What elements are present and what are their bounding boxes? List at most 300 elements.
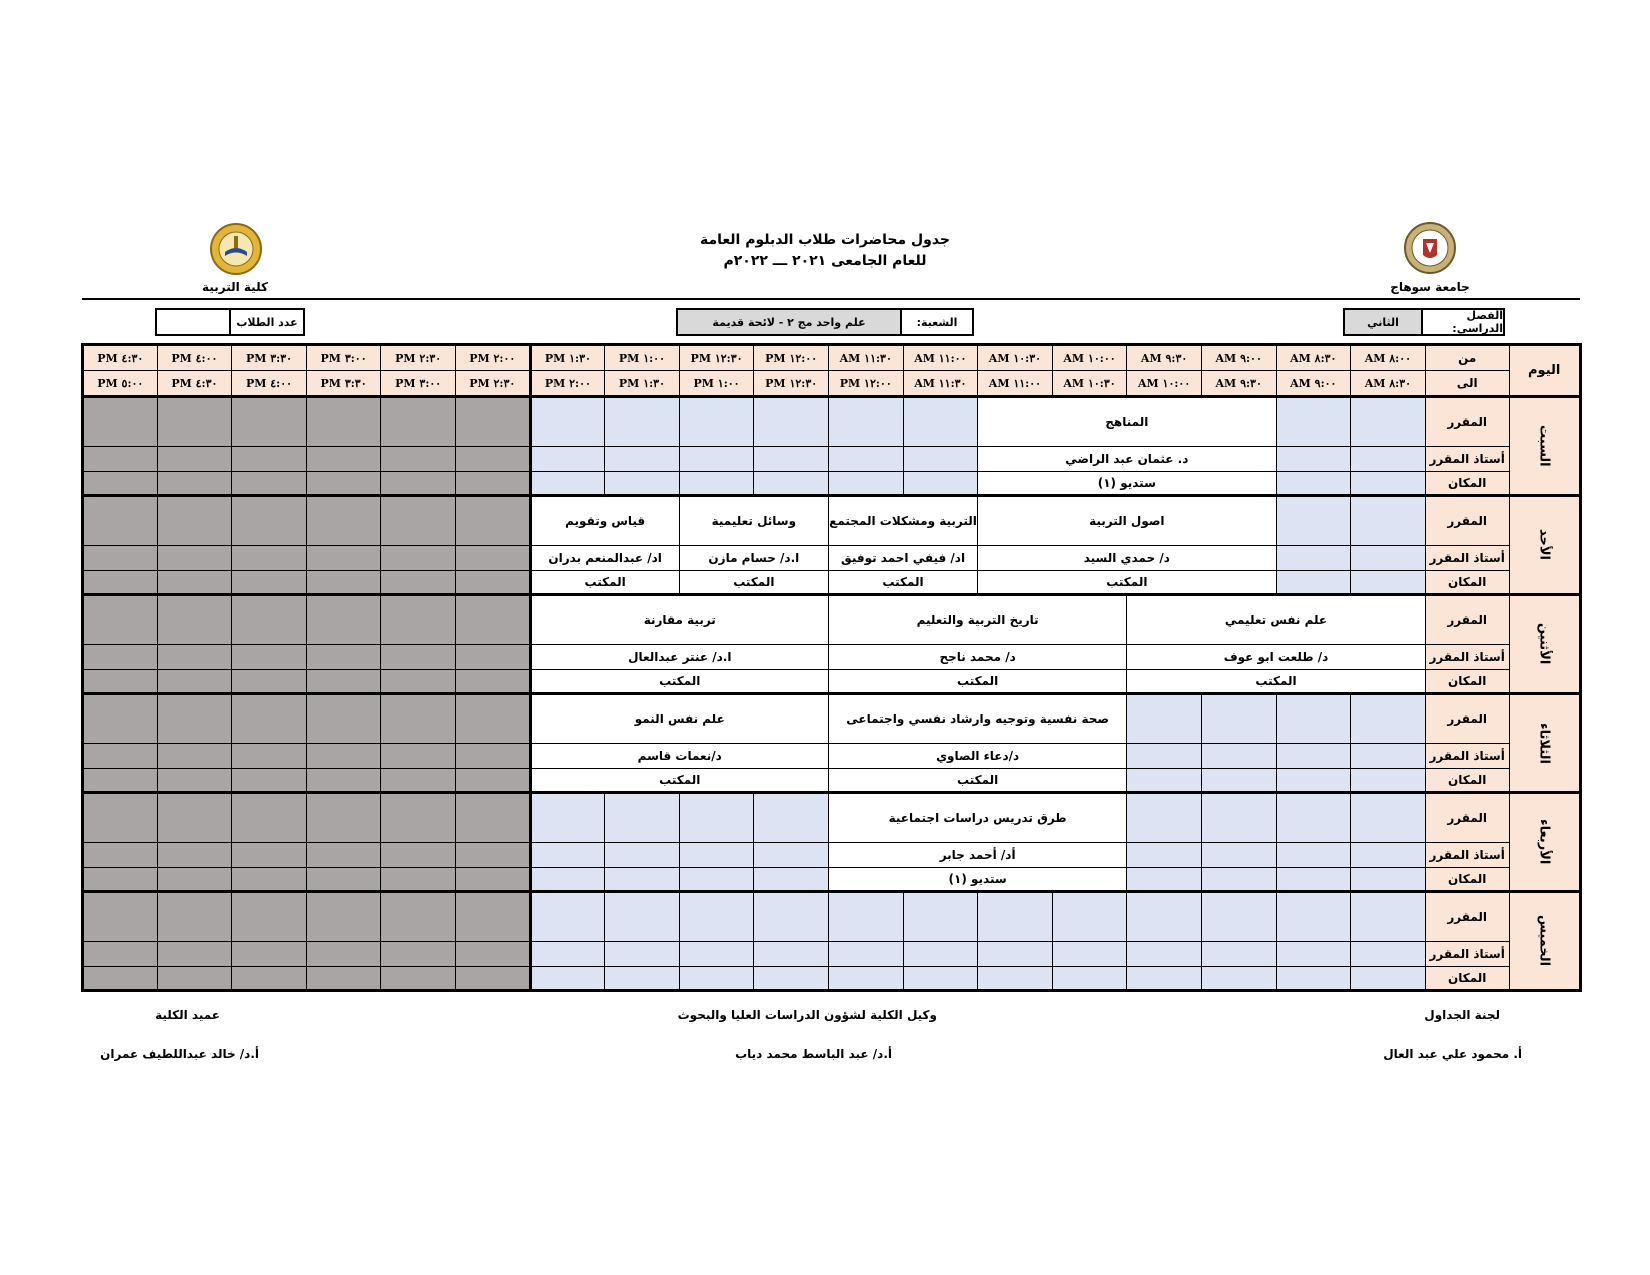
unused-slot <box>83 744 158 769</box>
empty-slot <box>679 843 754 868</box>
slot-course: تربية مقارنة <box>530 595 828 645</box>
empty-slot <box>679 942 754 967</box>
slot-place: المكتب <box>530 769 828 793</box>
schedule-committee-title: لجنة الجداول <box>1424 1008 1500 1022</box>
unused-slot <box>455 769 530 793</box>
empty-slot <box>1351 694 1426 744</box>
empty-slot <box>1052 942 1127 967</box>
empty-slot <box>1127 843 1202 868</box>
unused-slot <box>83 472 158 496</box>
slot-course: التربية ومشكلات المجتمع <box>828 496 977 546</box>
unused-slot <box>83 892 158 942</box>
slot-course: صحة نفسية وتوجيه وارشاد نفسي واجتماعى <box>828 694 1126 744</box>
unused-slot <box>455 892 530 942</box>
unused-slot <box>232 892 307 942</box>
time-from: ٩:٠٠ AM <box>1201 345 1276 371</box>
day-header: اليوم <box>1509 345 1580 397</box>
empty-slot <box>754 843 829 868</box>
unused-slot <box>381 843 456 868</box>
empty-slot <box>605 472 680 496</box>
slot-teacher: د/ محمد ناجح <box>828 645 1126 670</box>
empty-slot <box>903 967 978 991</box>
day-name: الأربعاء <box>1509 793 1580 892</box>
empty-slot <box>754 472 829 496</box>
unused-slot <box>455 843 530 868</box>
empty-slot <box>1276 496 1351 546</box>
time-from: ٨:٠٠ AM <box>1351 345 1426 371</box>
unused-slot <box>306 546 381 571</box>
schedule-committee-name: أ. محمود علي عبد العال <box>1383 1047 1522 1061</box>
empty-slot <box>1276 892 1351 942</box>
time-to: ١٠:٠٠ AM <box>1127 371 1202 397</box>
unused-slot <box>232 447 307 472</box>
time-from: ١:٠٠ PM <box>605 345 680 371</box>
empty-slot <box>1351 571 1426 595</box>
time-to: ٤:٠٠ PM <box>232 371 307 397</box>
slot-teacher: د/دعاء الصاوي <box>828 744 1126 769</box>
university-caption: جامعة سوهاج <box>1390 280 1470 294</box>
slot-place: ستديو (١) <box>828 868 1126 892</box>
unused-slot <box>381 793 456 843</box>
teacher-label: أستاذ المقرر <box>1425 843 1509 868</box>
empty-slot <box>1201 892 1276 942</box>
empty-slot <box>530 472 605 496</box>
unused-slot <box>306 645 381 670</box>
unused-slot <box>232 496 307 546</box>
time-to: ١٢:٣٠ PM <box>754 371 829 397</box>
unused-slot <box>157 769 232 793</box>
time-to: ٤:٣٠ PM <box>157 371 232 397</box>
time-to: ٩:٠٠ AM <box>1276 371 1351 397</box>
unused-slot <box>83 769 158 793</box>
empty-slot <box>754 942 829 967</box>
slot-course: طرق تدريس دراسات اجتماعية <box>828 793 1126 843</box>
empty-slot <box>1351 793 1426 843</box>
unused-slot <box>381 595 456 645</box>
unused-slot <box>83 397 158 447</box>
empty-slot <box>1052 967 1127 991</box>
course-label: المقرر <box>1425 595 1509 645</box>
course-label: المقرر <box>1425 496 1509 546</box>
unused-slot <box>232 397 307 447</box>
empty-slot <box>1351 496 1426 546</box>
empty-slot <box>1351 447 1426 472</box>
time-to: ٨:٣٠ AM <box>1351 371 1426 397</box>
empty-slot <box>1276 744 1351 769</box>
unused-slot <box>83 670 158 694</box>
from-label: من <box>1425 345 1509 371</box>
unused-slot <box>455 546 530 571</box>
empty-slot <box>1201 744 1276 769</box>
empty-slot <box>1276 546 1351 571</box>
day-name: الأثنين <box>1509 595 1580 694</box>
time-to: ١١:٣٠ AM <box>903 371 978 397</box>
empty-slot <box>828 892 903 942</box>
empty-slot <box>605 868 680 892</box>
empty-slot <box>679 892 754 942</box>
unused-slot <box>157 967 232 991</box>
unused-slot <box>381 472 456 496</box>
unused-slot <box>83 496 158 546</box>
unused-slot <box>455 397 530 447</box>
time-to: ٣:٠٠ PM <box>381 371 456 397</box>
empty-slot <box>828 967 903 991</box>
empty-slot <box>828 942 903 967</box>
place-label: المكان <box>1425 472 1509 496</box>
slot-course: علم نفس تعليمي <box>1127 595 1425 645</box>
slot-course: وسائل تعليمية <box>679 496 828 546</box>
students-count-label: عدد الطلاب <box>229 308 305 336</box>
unused-slot <box>306 694 381 744</box>
unused-slot <box>306 571 381 595</box>
unused-slot <box>381 744 456 769</box>
empty-slot <box>1201 793 1276 843</box>
unused-slot <box>455 496 530 546</box>
unused-slot <box>157 892 232 942</box>
timetable <box>81 343 1582 992</box>
teacher-label: أستاذ المقرر <box>1425 546 1509 571</box>
unused-slot <box>381 670 456 694</box>
empty-slot <box>1276 769 1351 793</box>
unused-slot <box>381 447 456 472</box>
unused-slot <box>83 843 158 868</box>
slot-place: ستديو (١) <box>978 472 1276 496</box>
empty-slot <box>679 472 754 496</box>
time-to: ٣:٣٠ PM <box>306 371 381 397</box>
day-name: الأحد <box>1509 496 1580 595</box>
time-from: ١٢:٠٠ PM <box>754 345 829 371</box>
unused-slot <box>306 967 381 991</box>
time-from: ٩:٣٠ AM <box>1127 345 1202 371</box>
unused-slot <box>157 744 232 769</box>
semester-value: الثاني <box>1343 308 1423 336</box>
time-to: ١٠:٣٠ AM <box>1052 371 1127 397</box>
empty-slot <box>1351 967 1426 991</box>
unused-slot <box>306 744 381 769</box>
empty-slot <box>1127 793 1202 843</box>
empty-slot <box>1201 694 1276 744</box>
slot-teacher: د/ طلعت ابو عوف <box>1127 645 1425 670</box>
unused-slot <box>232 645 307 670</box>
empty-slot <box>605 397 680 447</box>
empty-slot <box>1276 397 1351 447</box>
empty-slot <box>754 397 829 447</box>
empty-slot <box>1127 892 1202 942</box>
empty-slot <box>754 892 829 942</box>
unused-slot <box>232 769 307 793</box>
slot-course: قياس وتقويم <box>530 496 679 546</box>
unused-slot <box>381 546 456 571</box>
unused-slot <box>455 694 530 744</box>
unused-slot <box>455 670 530 694</box>
empty-slot <box>1052 892 1127 942</box>
unused-slot <box>455 868 530 892</box>
slot-teacher: د/ حمدي السيد <box>978 546 1276 571</box>
vice-dean-title: وكيل الكلية لشؤون الدراسات العليا والبحوث <box>677 1008 937 1022</box>
empty-slot <box>530 892 605 942</box>
unused-slot <box>232 472 307 496</box>
empty-slot <box>1127 769 1202 793</box>
unused-slot <box>232 942 307 967</box>
unused-slot <box>306 793 381 843</box>
slot-course: علم نفس النمو <box>530 694 828 744</box>
unused-slot <box>455 645 530 670</box>
unused-slot <box>232 843 307 868</box>
empty-slot <box>1276 472 1351 496</box>
unused-slot <box>455 967 530 991</box>
empty-slot <box>1351 892 1426 942</box>
empty-slot <box>605 942 680 967</box>
empty-slot <box>530 447 605 472</box>
faculty-of-education-logo <box>208 222 264 276</box>
empty-slot <box>679 793 754 843</box>
empty-slot <box>1351 942 1426 967</box>
unused-slot <box>455 595 530 645</box>
unused-slot <box>381 868 456 892</box>
empty-slot <box>605 892 680 942</box>
empty-slot <box>903 447 978 472</box>
empty-slot <box>530 967 605 991</box>
page-title: جدول محاضرات طلاب الدبلوم العامة <box>699 232 951 248</box>
unused-slot <box>83 546 158 571</box>
unused-slot <box>157 472 232 496</box>
unused-slot <box>306 447 381 472</box>
empty-slot <box>1127 694 1202 744</box>
unused-slot <box>306 769 381 793</box>
empty-slot <box>1201 967 1276 991</box>
semester-label: الفصل الدراسي: <box>1421 308 1505 336</box>
empty-slot <box>1351 397 1426 447</box>
unused-slot <box>157 843 232 868</box>
unused-slot <box>232 595 307 645</box>
unused-slot <box>83 793 158 843</box>
empty-slot <box>754 868 829 892</box>
slot-teacher: ا.د/ عنتر عبدالعال <box>530 645 828 670</box>
empty-slot <box>1276 843 1351 868</box>
time-from: ١:٣٠ PM <box>530 345 605 371</box>
unused-slot <box>306 942 381 967</box>
unused-slot <box>157 447 232 472</box>
sohag-university-logo <box>1403 221 1457 277</box>
empty-slot <box>605 967 680 991</box>
time-from: ٢:٣٠ PM <box>381 345 456 371</box>
empty-slot <box>754 447 829 472</box>
unused-slot <box>306 595 381 645</box>
empty-slot <box>530 843 605 868</box>
empty-slot <box>1127 744 1202 769</box>
slot-place: المكتب <box>679 571 828 595</box>
time-to: ١١:٠٠ AM <box>978 371 1053 397</box>
empty-slot <box>978 892 1053 942</box>
unused-slot <box>83 868 158 892</box>
unused-slot <box>455 793 530 843</box>
time-from: ١٢:٣٠ PM <box>679 345 754 371</box>
empty-slot <box>828 472 903 496</box>
unused-slot <box>381 571 456 595</box>
unused-slot <box>455 744 530 769</box>
day-name: الخميس <box>1509 892 1580 991</box>
empty-slot <box>1201 942 1276 967</box>
empty-slot <box>1276 942 1351 967</box>
unused-slot <box>157 397 232 447</box>
slot-place: المكتب <box>828 670 1126 694</box>
dean-title: عميد الكلية <box>155 1008 220 1022</box>
empty-slot <box>679 397 754 447</box>
unused-slot <box>83 447 158 472</box>
course-label: المقرر <box>1425 793 1509 843</box>
unused-slot <box>381 769 456 793</box>
teacher-label: أستاذ المقرر <box>1425 447 1509 472</box>
unused-slot <box>232 967 307 991</box>
time-from: ٢:٠٠ PM <box>455 345 530 371</box>
time-from: ٤:٣٠ PM <box>83 345 158 371</box>
empty-slot <box>530 942 605 967</box>
unused-slot <box>455 447 530 472</box>
unused-slot <box>232 571 307 595</box>
slot-place: المكتب <box>530 571 679 595</box>
time-to: ٥:٠٠ PM <box>83 371 158 397</box>
unused-slot <box>232 868 307 892</box>
empty-slot <box>903 397 978 447</box>
unused-slot <box>157 595 232 645</box>
unused-slot <box>232 546 307 571</box>
empty-slot <box>1276 447 1351 472</box>
unused-slot <box>306 472 381 496</box>
slot-teacher: اد/ فيفي احمد توفيق <box>828 546 977 571</box>
empty-slot <box>605 447 680 472</box>
unused-slot <box>381 942 456 967</box>
unused-slot <box>83 967 158 991</box>
empty-slot <box>1201 868 1276 892</box>
empty-slot <box>679 868 754 892</box>
empty-slot <box>1351 472 1426 496</box>
division-label: الشعبة: <box>900 308 974 336</box>
unused-slot <box>83 645 158 670</box>
empty-slot <box>1201 769 1276 793</box>
empty-slot <box>1351 546 1426 571</box>
time-to: ٢:٠٠ PM <box>530 371 605 397</box>
empty-slot <box>1351 868 1426 892</box>
unused-slot <box>306 397 381 447</box>
unused-slot <box>306 496 381 546</box>
unused-slot <box>83 942 158 967</box>
time-from: ١١:٠٠ AM <box>903 345 978 371</box>
time-to: ٢:٣٠ PM <box>455 371 530 397</box>
unused-slot <box>157 942 232 967</box>
unused-slot <box>381 397 456 447</box>
unused-slot <box>232 793 307 843</box>
time-to: ١٢:٠٠ PM <box>828 371 903 397</box>
unused-slot <box>381 892 456 942</box>
students-count-value <box>155 308 231 336</box>
unused-slot <box>306 843 381 868</box>
slot-course: تاريخ التربية والتعليم <box>828 595 1126 645</box>
unused-slot <box>306 670 381 694</box>
time-from: ٣:٠٠ PM <box>306 345 381 371</box>
day-name: الثلاثاء <box>1509 694 1580 793</box>
unused-slot <box>381 694 456 744</box>
empty-slot <box>1351 744 1426 769</box>
time-from: ٤:٠٠ PM <box>157 345 232 371</box>
teacher-label: أستاذ المقرر <box>1425 645 1509 670</box>
unused-slot <box>157 793 232 843</box>
teacher-label: أستاذ المقرر <box>1425 744 1509 769</box>
vice-dean-name: أ.د/ عبد الباسط محمد دياب <box>735 1047 892 1061</box>
course-label: المقرر <box>1425 397 1509 447</box>
time-from: ٨:٣٠ AM <box>1276 345 1351 371</box>
empty-slot <box>1276 868 1351 892</box>
empty-slot <box>754 967 829 991</box>
time-to: ١:٠٠ PM <box>679 371 754 397</box>
empty-slot <box>530 397 605 447</box>
empty-slot <box>1276 571 1351 595</box>
place-label: المكان <box>1425 670 1509 694</box>
empty-slot <box>1276 694 1351 744</box>
unused-slot <box>83 694 158 744</box>
page-subtitle: للعام الجامعى ٢٠٢١ ـــ ٢٠٢٢م <box>723 253 927 269</box>
slot-place: المكتب <box>530 670 828 694</box>
slot-teacher: أد/ أحمد جابر <box>828 843 1126 868</box>
empty-slot <box>1351 769 1426 793</box>
unused-slot <box>232 694 307 744</box>
empty-slot <box>1276 967 1351 991</box>
unused-slot <box>232 670 307 694</box>
empty-slot <box>1276 793 1351 843</box>
empty-slot <box>605 793 680 843</box>
unused-slot <box>83 595 158 645</box>
empty-slot <box>679 447 754 472</box>
time-from: ١٠:٠٠ AM <box>1052 345 1127 371</box>
unused-slot <box>455 571 530 595</box>
slot-place: المكتب <box>828 769 1126 793</box>
empty-slot <box>903 942 978 967</box>
empty-slot <box>903 892 978 942</box>
slot-teacher: اد/ عبدالمنعم بدران <box>530 546 679 571</box>
unused-slot <box>381 645 456 670</box>
unused-slot <box>381 967 456 991</box>
unused-slot <box>232 744 307 769</box>
slot-place: المكتب <box>978 571 1276 595</box>
empty-slot <box>754 793 829 843</box>
empty-slot <box>605 843 680 868</box>
slot-teacher: ا.د/ حسام مازن <box>679 546 828 571</box>
place-label: المكان <box>1425 769 1509 793</box>
faculty-caption: كلية التربية <box>202 280 268 294</box>
unused-slot <box>157 571 232 595</box>
place-label: المكان <box>1425 868 1509 892</box>
unused-slot <box>83 571 158 595</box>
empty-slot <box>978 967 1053 991</box>
teacher-label: أستاذ المقرر <box>1425 942 1509 967</box>
unused-slot <box>157 546 232 571</box>
place-label: المكان <box>1425 571 1509 595</box>
to-label: الى <box>1425 371 1509 397</box>
header-divider <box>82 298 1580 300</box>
division-value: علم واحد مج ٢ - لائحة قديمة <box>676 308 902 336</box>
empty-slot <box>1201 843 1276 868</box>
unused-slot <box>157 868 232 892</box>
time-from: ١١:٣٠ AM <box>828 345 903 371</box>
slot-teacher: د. عثمان عبد الراضي <box>978 447 1276 472</box>
empty-slot <box>1127 967 1202 991</box>
unused-slot <box>157 670 232 694</box>
time-from: ٣:٣٠ PM <box>232 345 307 371</box>
empty-slot <box>1127 942 1202 967</box>
slot-place: المكتب <box>1127 670 1425 694</box>
empty-slot <box>1127 868 1202 892</box>
slot-course: اصول التربية <box>978 496 1276 546</box>
empty-slot <box>1351 843 1426 868</box>
